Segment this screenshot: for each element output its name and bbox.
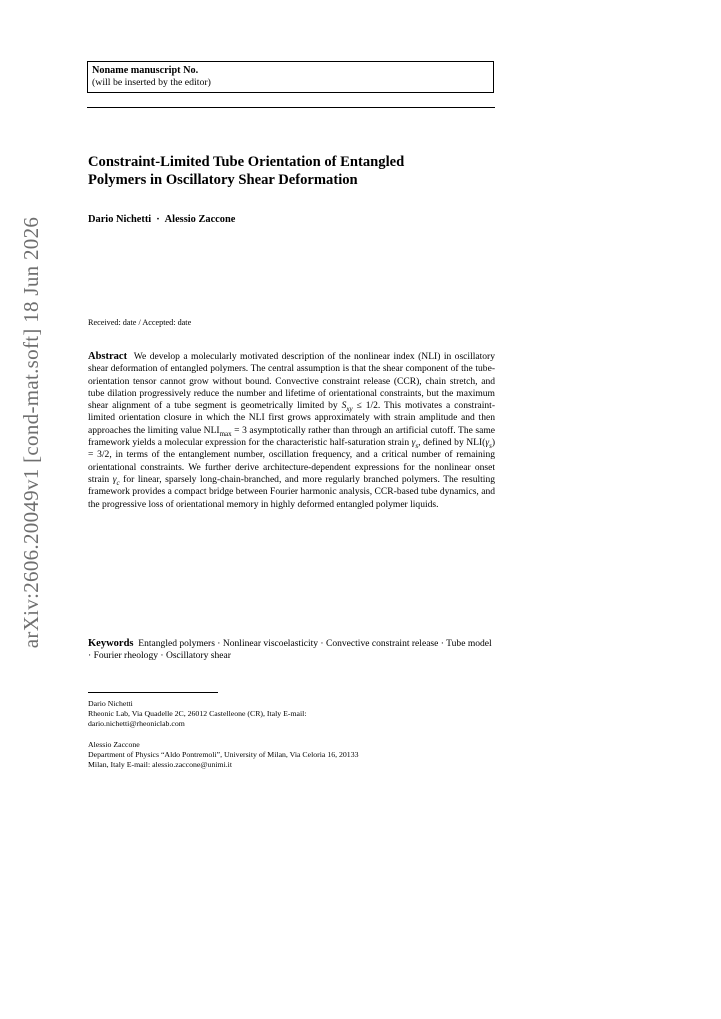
abstract-text: for linear, sparsely long-chain-branched, and more regularly branched polymers. The resulting framework provides a compact bridge between Fourier harmonic analysis, CCR-based tube dynamics, and the progressive loss of orientational memory in highly deformed entangled polymer liquids. [88,473,495,510]
math-symbol: γ [485,437,490,449]
received-accepted-date: Received: date / Accepted: date [88,318,192,327]
abstract-text: . This motivates a constraint-limited orientation closure in which the NLI first grows approximately with strain amplitude and then approaches the limiting value [88,400,496,436]
math-subscript: xy [346,405,353,414]
affiliation-email[interactable]: Milan, Italy E-mail: alessio.zaccone@unimi.it [88,759,233,769]
author-separator: · [156,214,160,225]
affiliation-block [88,699,495,728]
abstract-text: We develop a molecularly motivated description of the nonlinear index (NLI) in oscillatory shear deformation of entangled polymers. The central assumption is that the shear component of the tube-orientation tensor cannot grow without bound. Convective constraint release (CCR), chain stretch, and tube dilation progressively reduce the number and lifetime of orientational constraints, but the maximum shear alignment of a tube segment is geometrically limited by [88,351,495,412]
author-name: Alessio Zaccone [164,214,236,225]
affiliation-line: Department of Physics “Aldo Pontremoli”, University of Milan, Via Celoria 16, 20133 [88,749,359,759]
math-symbol: γ [112,473,117,485]
affiliation-email[interactable]: dario.nichetti@rheoniclab.com [88,718,185,728]
arxiv-identifier[interactable]: arXiv:2606.20049v1 [cond-mat.soft] 18 Jun 2026 [19,216,44,648]
math-subscript: s [415,441,419,450]
paper-title [88,153,498,189]
affiliation-address [88,750,495,770]
author-name: Dario Nichetti [88,214,152,225]
affiliation-block [88,740,495,769]
affiliation-author-name: Alessio Zaccone [88,740,140,749]
math-symbol: NLI [203,424,220,436]
manuscript-number-title: Noname manuscript No. [92,65,199,76]
abstract-text: ) = 3/2, in terms of the entanglement number, oscillation frequency, and a critical number of remaining orientational constraints. We further derive architecture-dependent expressions for the nonlinear onset strain [88,437,495,485]
abstract-heading: Abstract [88,351,128,362]
keywords-text: Entangled polymers · Nonlinear viscoelasticity · Convective constraint release · Tube model · Fourier rheology · Oscillatory shear [88,638,492,662]
arxiv-sidebar [4,152,60,712]
author-list [88,214,235,225]
math-expression: = 3 [231,424,247,436]
manuscript-number-subtitle: (will be inserted by the editor) [92,77,211,88]
math-symbol: S [341,400,347,412]
math-subscript: max [219,429,232,438]
keywords-heading: Keywords [88,638,134,649]
paper-title-line-1: Constraint-Limited Tube Orientation of Entangled [88,154,405,170]
affiliation-address [88,709,495,729]
math-expression: ≤ 1/2 [352,400,378,412]
footnote-rule [88,692,218,693]
header-rule [87,107,495,108]
affiliation-line: Rheonic Lab, Via Quadelle 2C, 26012 Castelleone (CR), Italy E-mail: [88,708,307,718]
abstract-text: asymptotically rather than through an artificial cutoff. The same framework yields a molecular expression for the characteristic half-saturation strain [88,424,495,449]
math-subscript: s [489,441,492,450]
abstract [88,351,495,511]
math-subscript: c [116,478,120,487]
manuscript-number-box [87,61,494,93]
affiliation-author-name: Dario Nichetti [88,699,133,708]
paper-title-line-2: Polymers in Oscillatory Shear Deformation [88,172,358,188]
keywords [88,638,495,663]
abstract-text: , defined by NLI( [418,437,486,449]
math-symbol: γ [411,437,416,449]
